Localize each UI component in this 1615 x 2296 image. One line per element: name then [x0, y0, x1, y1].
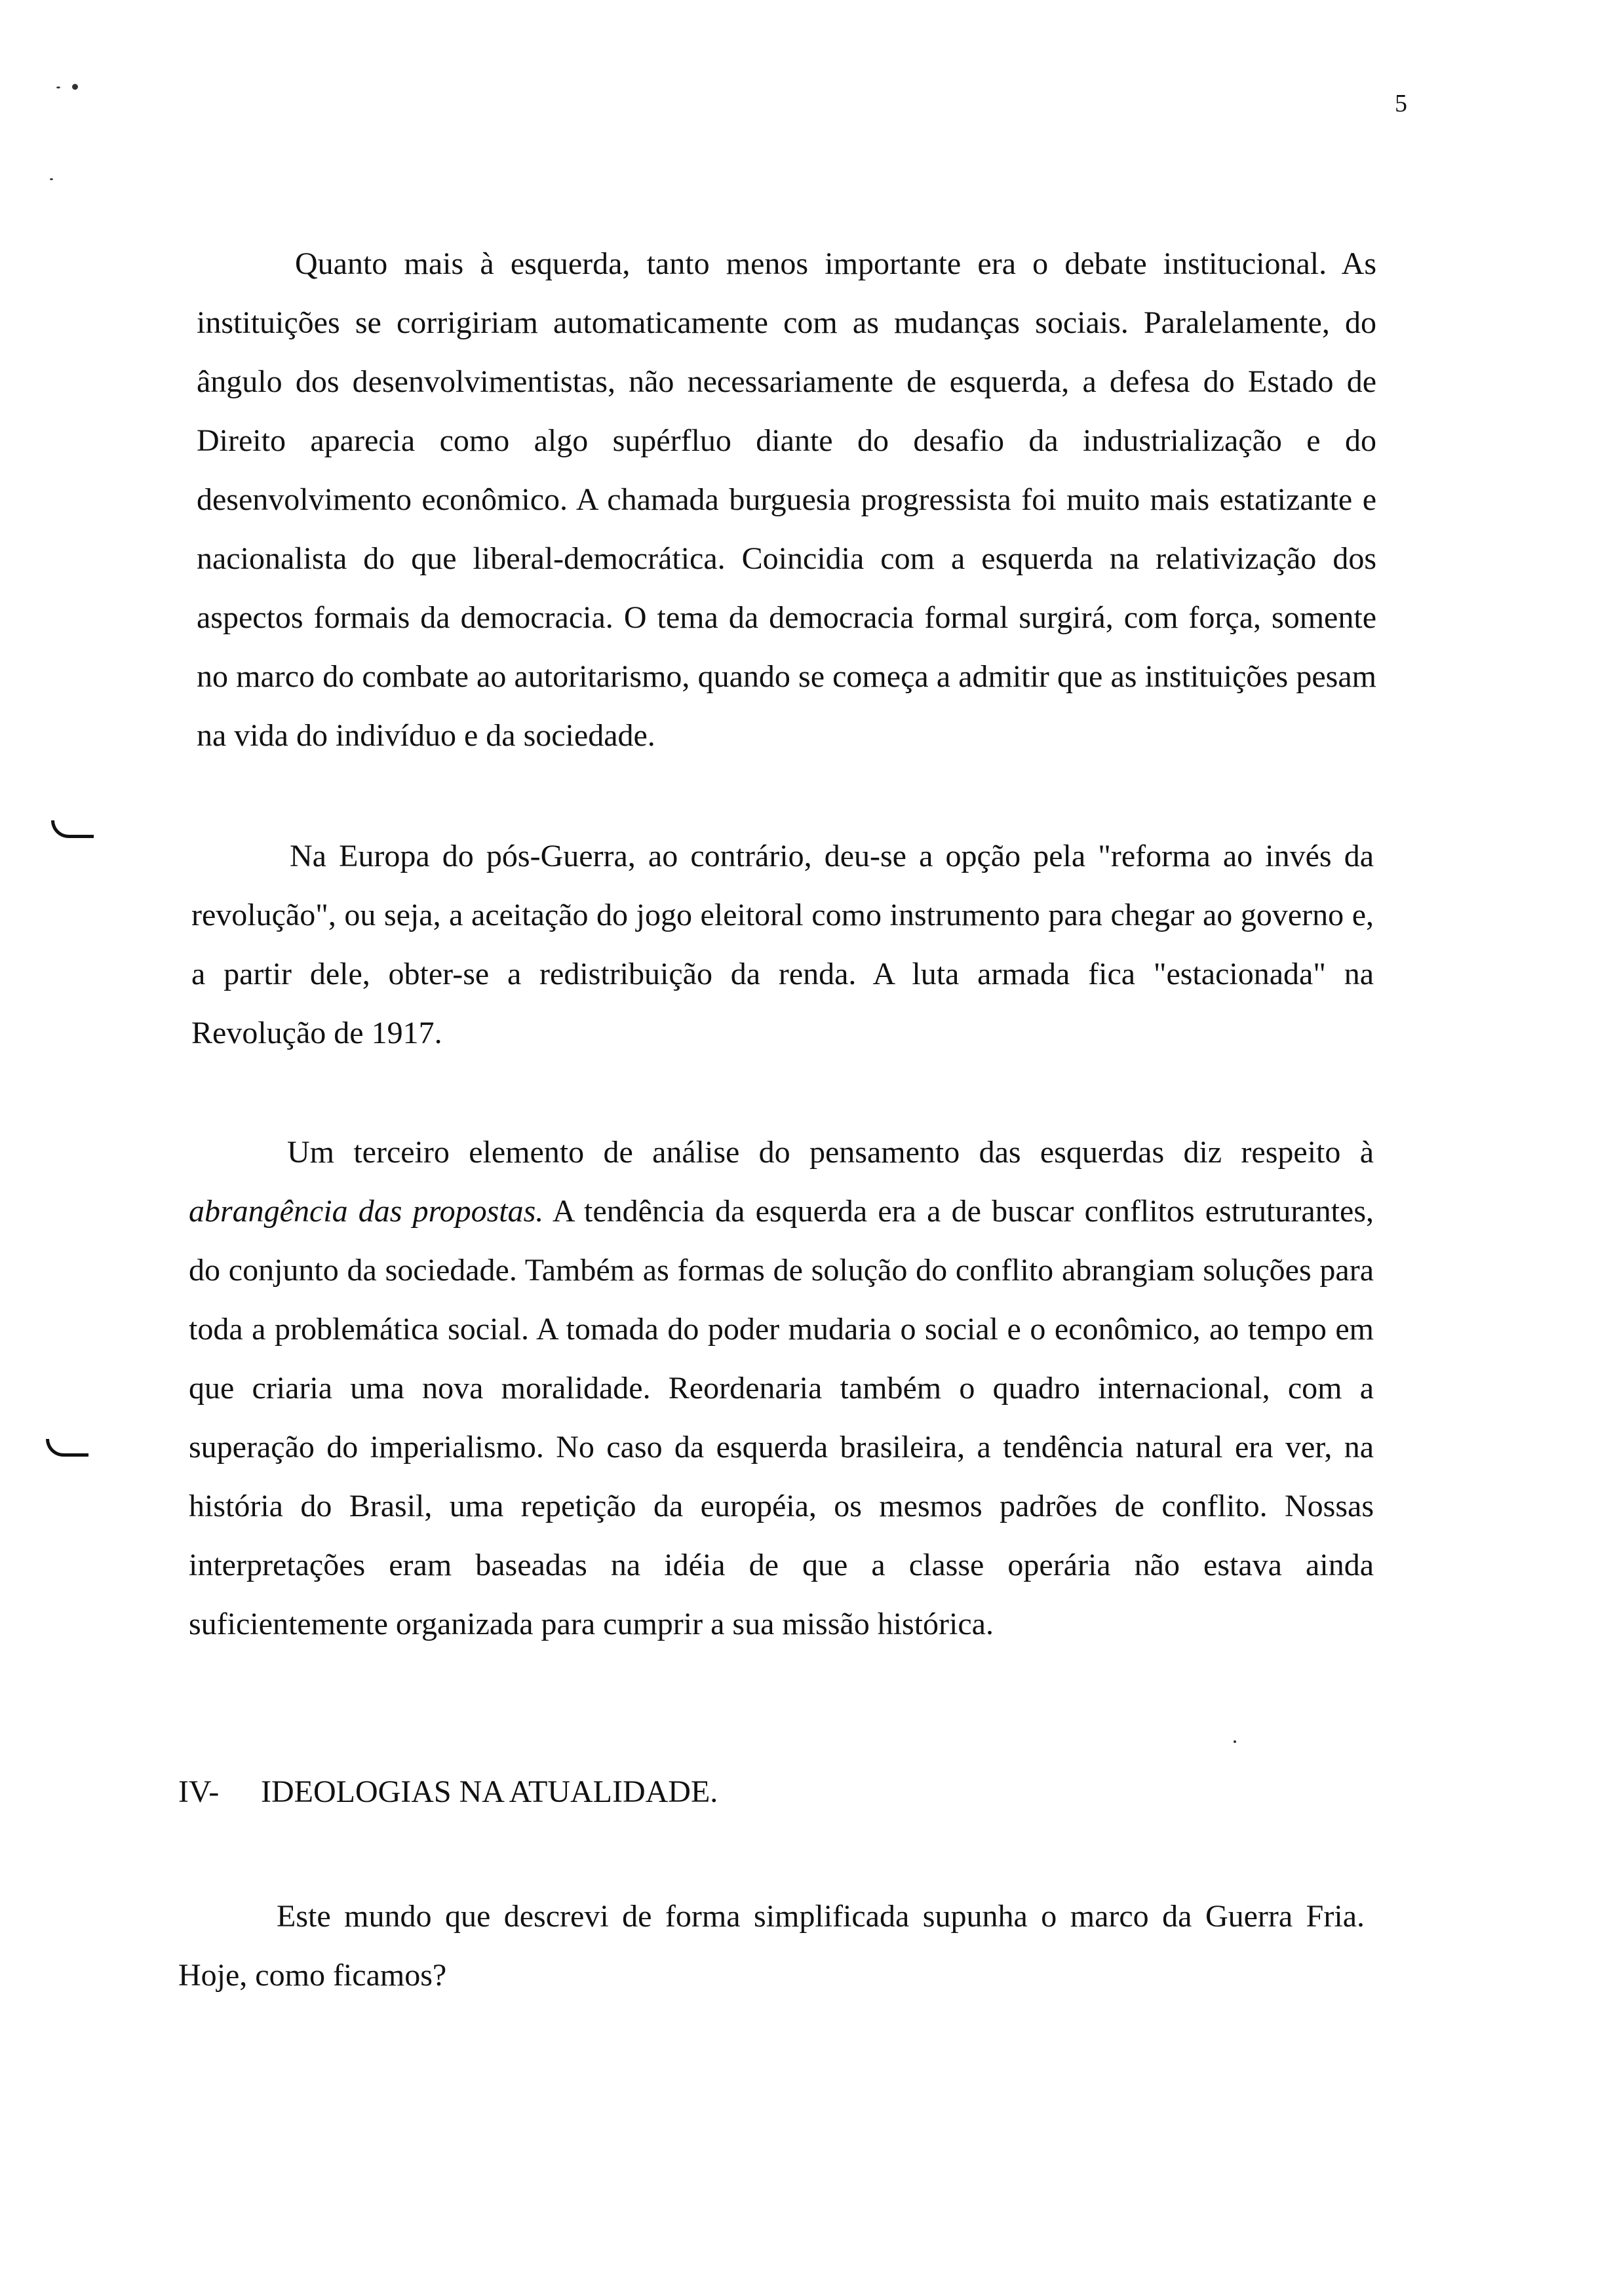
emphasized-text: abrangência das propostas.	[189, 1194, 544, 1229]
paragraph-text: Um terceiro elemento de análise do pensamento das esquerdas diz respeito à	[287, 1135, 1374, 1170]
margin-check-mark	[46, 1439, 88, 1457]
paragraph-text: A tendência da esquerda era a de buscar conflitos estruturantes, do conjunto da sociedade. Também as formas de solução do conflito abrangiam soluções para toda a problemática social. A tomada do poder mudaria o social e o econômico, ao tempo em que criaria uma nova moralidade. Reordenaria também o quadro internacional, com a superação do imperialismo. No caso da esquerda brasileira, a tendência natural era ver, na história do Brasil, uma repetição da européia, os mesmos padrões de conflito. Nossas interpretações eram baseadas na idéia de que a classe operária não estava ainda suficientemente organizada para cumprir a sua missão histórica.	[189, 1194, 1374, 1641]
scan-speck	[56, 86, 60, 88]
scan-speck	[1234, 1740, 1236, 1743]
section-title: IDEOLOGIAS NA ATUALIDADE.	[261, 1774, 718, 1809]
body-paragraph: Quanto mais à esquerda, tanto menos importante era o debate institucional. As instituições se corrigiriam automaticamente com as mudanças sociais. Paralelamente, do ângulo dos desenvolvimentistas, não necessariamente de esquerda, a defesa do Estado de Direito aparecia como algo supérfluo diante do desafio da industrialização e do desenvolvimento econômico. A chamada burguesia progressista foi muito mais estatizante e nacionalista do que liberal-democrática. Coincidia com a esquerda na relativização dos aspectos formais da democracia. O tema da democracia formal surgirá, com força, somente no marco do combate ao autoritarismo, quando se começa a admitir que as instituições pesam na vida do indivíduo e da sociedade.	[197, 246, 1376, 753]
margin-check-mark	[51, 820, 94, 838]
body-paragraph: Este mundo que descrevi de forma simplificada supunha o marco da Guerra Fria. Hoje, como ficamos?	[178, 1899, 1365, 1993]
scan-speck	[72, 84, 78, 90]
body-paragraph	[189, 1123, 1374, 1654]
scan-speck	[50, 178, 53, 180]
section-heading	[178, 1769, 718, 1815]
section-number: IV-	[178, 1774, 220, 1809]
page-number: 5	[1395, 90, 1407, 117]
body-paragraph: Na Europa do pós-Guerra, ao contrário, deu-se a opção pela "reforma ao invés da revolução", ou seja, a aceitação do jogo eleitoral como instrumento para chegar ao governo e, a partir dele, obter-se a redistribuição da renda. A luta armada fica "estacionada" na Revolução de 1917.	[191, 839, 1374, 1050]
